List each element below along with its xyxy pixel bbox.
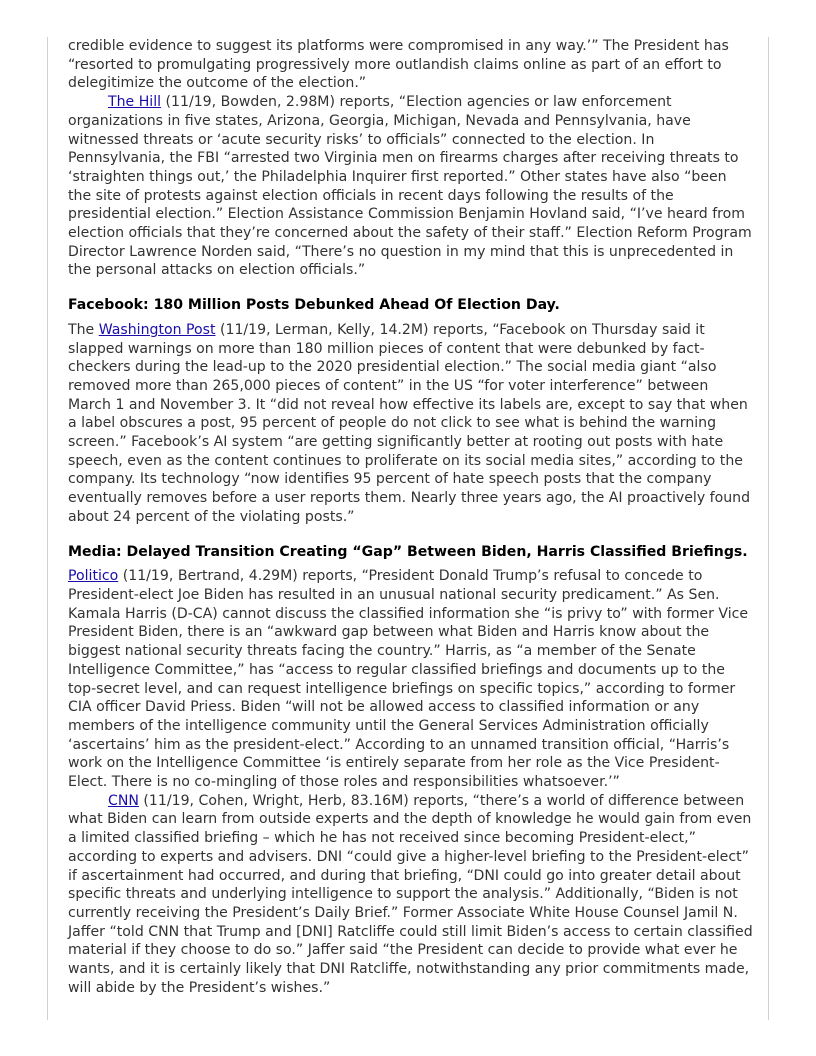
politico-paragraph	[68, 567, 754, 791]
right-margin-rule	[768, 37, 769, 1020]
facebook-paragraph-text: (11/19, Lerman, Kelly, 14.2M) reports, “Facebook on Thursday said it slapped warnings on more than 180 million pieces of content that were debunked by fact-checkers during the lead-up to the 2020 presidential election.” The social media giant “also removed more than 265,000 pieces of content” in the US “for voter interference” between March 1 and November 3. It “did not reveal how effective its labels are, except to say that when a label obscures a post, 95 percent of people do not click to see what is behind the warning screen.” Facebook’s AI system “are getting significantly better at rooting out posts with hate speech, even as the content continues to proliferate on its social media sites,” according to the company. Its technology “now identifies 95 percent of hate speech posts that the company eventually removes before a user reports them. Nearly three years ago, the AI proactively found about 24 percent of the violating posts.”	[68, 321, 751, 525]
cnn-paragraph	[68, 792, 754, 998]
facebook-heading: Facebook: 180 Million Posts Debunked Ahead Of Election Day.	[68, 297, 560, 314]
facebook-paragraph-prefix: The	[68, 321, 99, 338]
media-heading: Media: Delayed Transition Creating “Gap” Between Biden, Harris Classified Briefings.	[68, 543, 748, 560]
facebook-paragraph	[68, 321, 754, 527]
hill-paragraph-text: (11/19, Bowden, 2.98M) reports, “Election agencies or law enforcement organizations in five states, Arizona, Georgia, Michigan, Nevada and Pennsylvania, have witnessed threats or ‘acute security risks’ to officials” connected to the election. In Pennsylvania, the FBI “arrested two Virginia men on firearms charges after receiving threats to ‘straighten things out,’ the Philadelphia Inquirer first reported.” Other states have also “been the site of protests against election officials in recent days following the results of the presidential election.” Election Assistance Commission Benjamin Hovland said, “I’ve heard from election officials that they’re concerned about the safety of their staff.” Election Reform Program Director Lawrence Norden said, “There’s no question in my mind that this is unprecedented in the personal attacks on election officials.”	[68, 94, 752, 279]
washington-post-link[interactable]: Washington Post	[98, 321, 216, 338]
politico-link[interactable]: Politico	[68, 568, 119, 585]
hill-source-link[interactable]: The Hill	[108, 94, 162, 111]
continued-paragraph: credible evidence to suggest its platforms were compromised in any way.’” The President has “resorted to promulgating progressively more outlandish claims online as part of an effort to delegitimize the outcome of the election.”	[68, 38, 729, 92]
politico-paragraph-text: (11/19, Bertrand, 4.29M) reports, “President Donald Trump’s refusal to concede to President-elect Joe Biden has resulted in an unusual national security predicament.” As Sen. Kamala Harris (D-CA) cannot discuss the classified information she “is privy to” with former Vice President Biden, there is an “awkward gap between what Biden and Harris know about the biggest national security threats facing the country.” Harris, as “a member of the Senate Intelligence Committee,” has “access to regular classified briefings and documents up to the top-secret level, and can request intelligence briefings on specific topics,” according to former CIA officer David Priess. Biden “will not be allowed access to classified information or any members of the intelligence community until the General Services Administration officially ‘ascertains’ him as the president-elect.” According to an unnamed transition official, “Harris’s work on the Intelligence Committee ‘is entirely separate from her role as the Vice President-Elect. There is no co-mingling of those roles and responsibilities whatsoever.’”	[68, 568, 749, 791]
cnn-paragraph-text: (11/19, Cohen, Wright, Herb, 83.16M) reports, “there’s a world of difference between what Biden can learn from outside experts and the depth of knowledge he would gain from even a limited classified briefing – which he has not received since becoming President-elect,” according to experts and advisers. DNI “could give a higher-level briefing to the President-elect” if ascertainment had occurred, and during that briefing, “DNI could go into greater detail about specific threats and underlying intelligence to support the analysis.” Additionally, “Biden is not currently receiving the President’s Daily Brief.” Former Associate White House Counsel Jamil N. Jaffer “told CNN that Trump and [DNI] Ratcliffe could still limit Biden’s access to certain classified material if they choose to do so.” Jaffer said “the President can decide to provide what ever he wants, and it is certainly likely that DNI Ratcliffe, notwithstanding any prior commitments made, will abide by the President’s wishes.”	[68, 792, 753, 996]
left-margin-rule	[47, 37, 48, 1020]
cnn-link[interactable]: CNN	[108, 792, 139, 809]
document-page	[68, 37, 754, 997]
hill-paragraph	[68, 93, 754, 280]
